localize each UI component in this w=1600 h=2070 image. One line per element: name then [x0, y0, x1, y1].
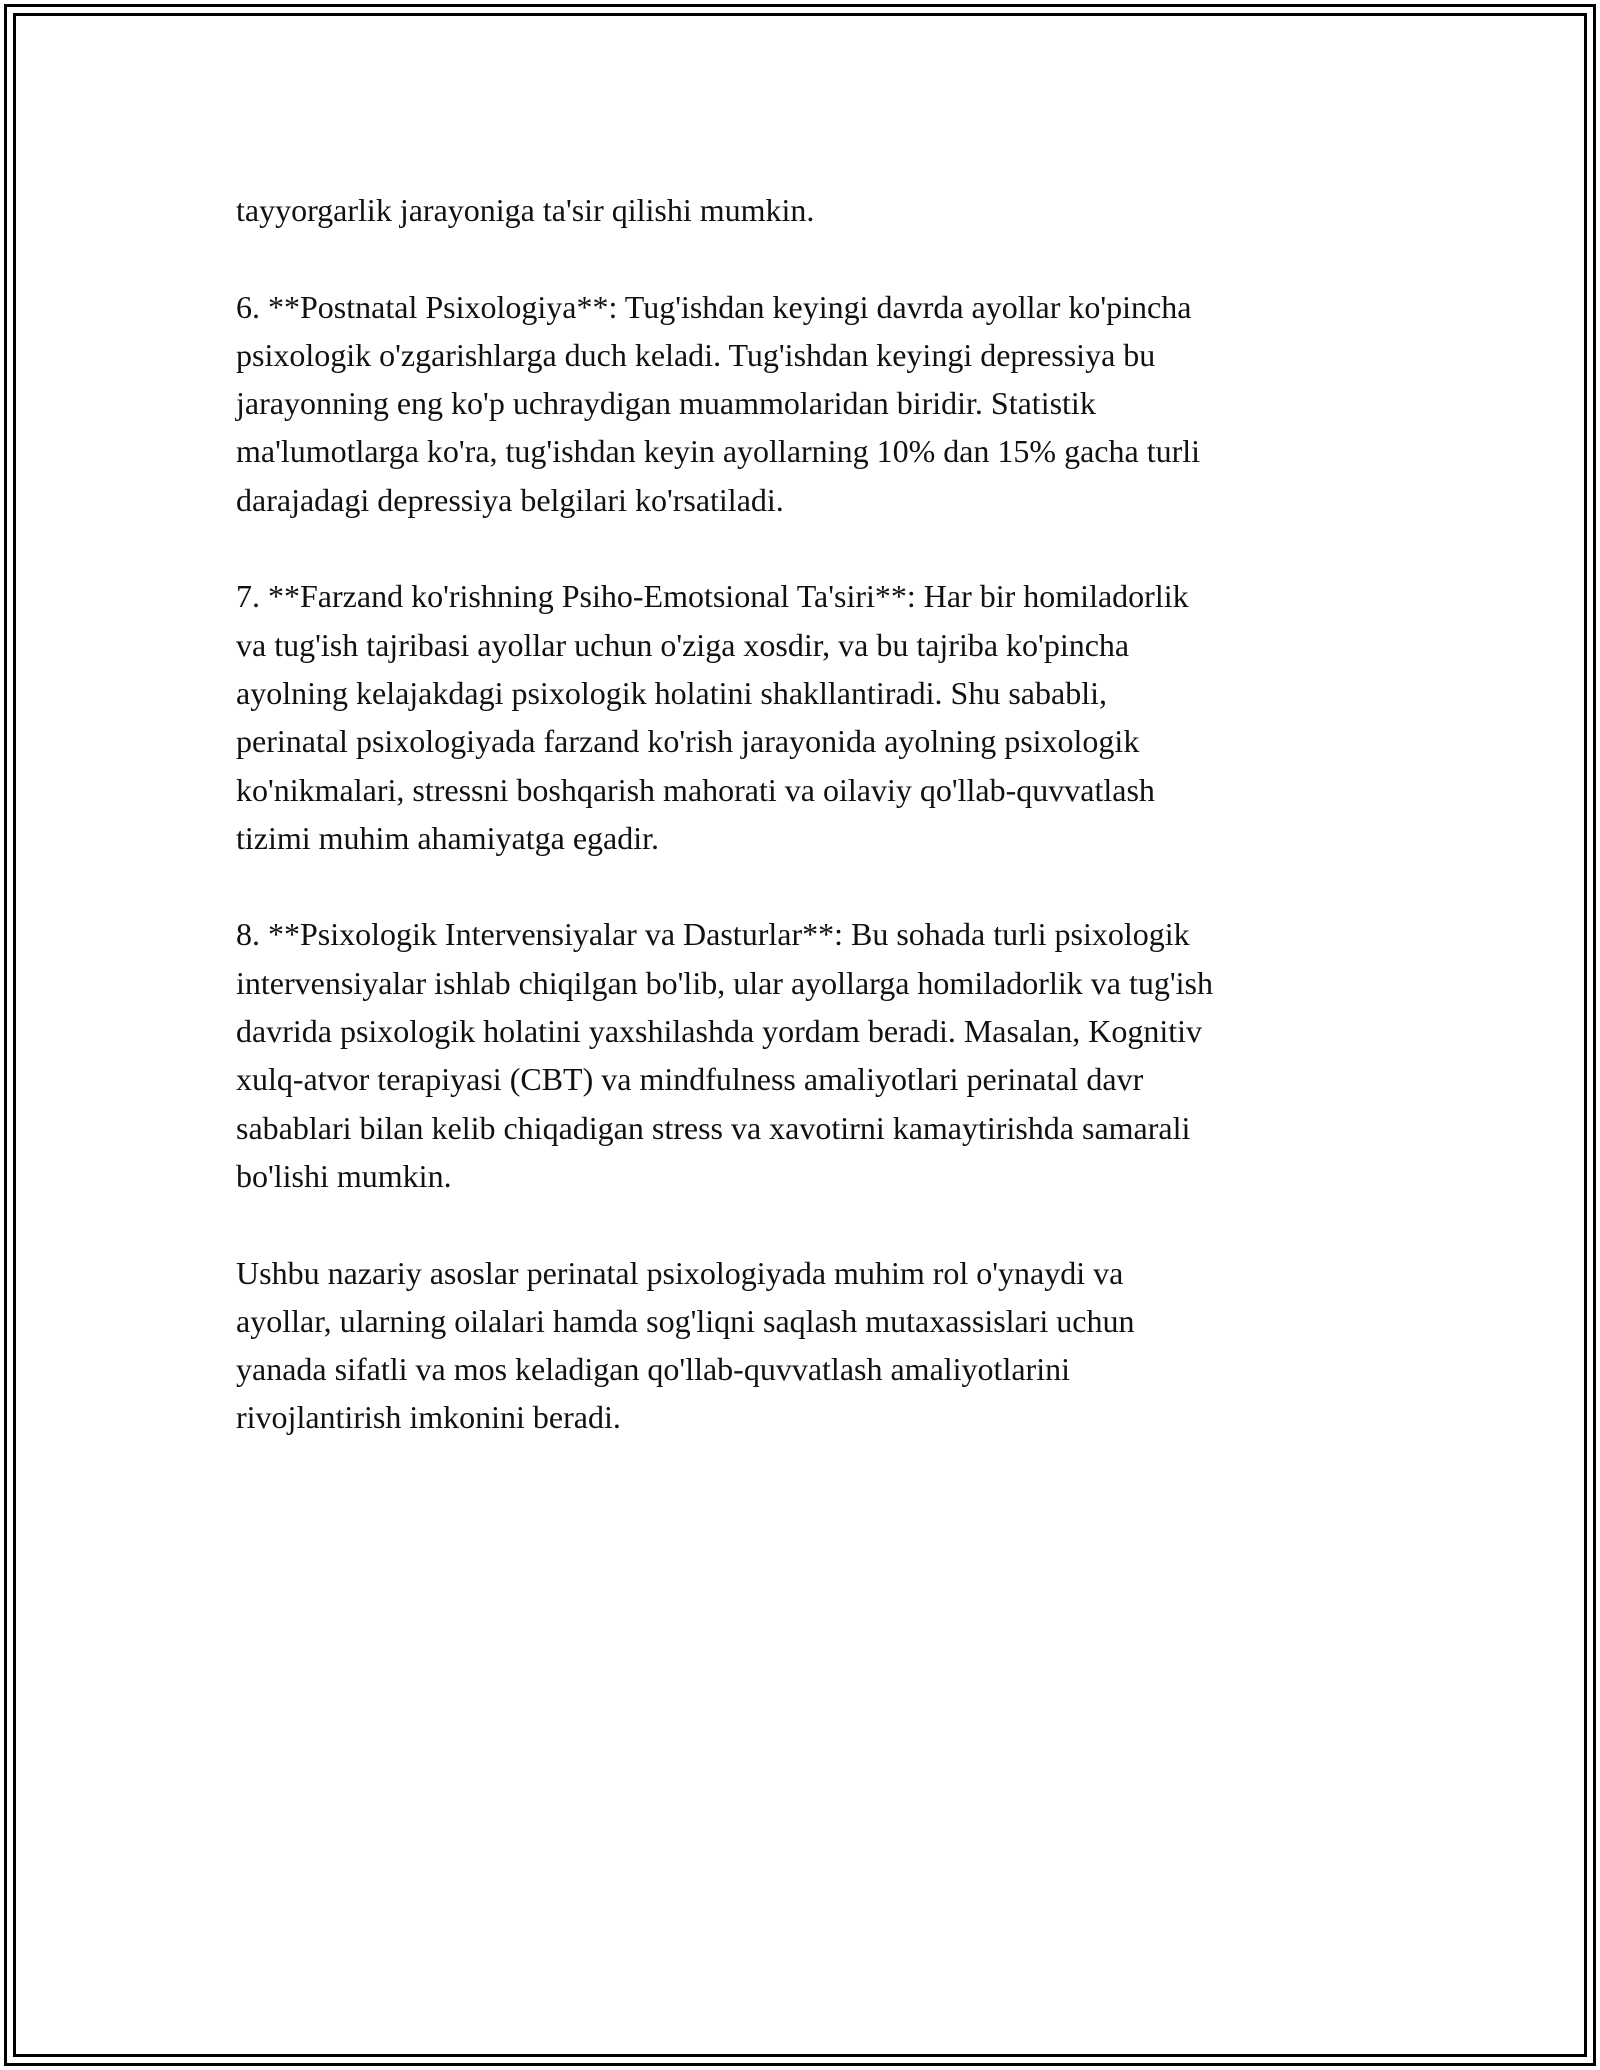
paragraph-postnatal-psychology: 6. **Postnatal Psixologiya**: Tug'ishdan keyingi davrda ayollar ko'pincha psixologik o'zgarishlarga duch keladi. Tug'ishdan keyingi depressiya bu jarayonning eng ko'p uchraydigan muammolaridan biridir. Statistik ma'lumotlarga ko'ra, tug'ishdan keyin ayollarning 10% dan 15% gacha turli darajadagi depressiya belgilari ko'rsatiladi.	[236, 288, 1201, 518]
paragraph-conclusion: Ushbu nazariy asoslar perinatal psixologiyada muhim rol o'ynaydi va ayollar, ularning oilalari hamda sog'liqni saqlash mutaxassislari uchun yanada sifatli va mos keladigan qo'llab-quvvatlash amaliyotlarini rivojlantirish imkonini beradi.	[236, 1254, 1135, 1436]
paragraph-continuation: tayyorgarlik jarayoniga ta'sir qilishi mumkin.	[236, 192, 815, 228]
paragraph-interventions: 8. **Psixologik Intervensiyalar va Dasturlar**: Bu sohada turli psixologik intervensiyalar ishlab chiqilgan bo'lib, ular ayollarga homiladorlik va tug'ish davrida psixologik holatini yaxshilashda yordam beradi. Masalan, Kognitiv xulq-atvor terapiyasi (CBT) va mindfulness amaliyotlari perinatal davr sabablari bilan kelib chiqadigan stress va xavotirni kamaytirishda samarali bo'lishi mumkin.	[236, 916, 1213, 1194]
document-body	[236, 186, 1386, 1490]
paragraph-emotional-impact: 7. **Farzand ko'rishning Psiho-Emotsional Ta'siri**: Har bir homiladorlik va tug'ish tajribasi ayollar uchun o'ziga xosdir, va bu tajriba ko'pincha ayolning kelajakdagi psixologik holatini shakllantiradi. Shu sababli, perinatal psixologiyada farzand ko'rish jarayonida ayolning psixologik ko'nikmalari, stressni boshqarish mahorati va oilaviy qo'llab-quvvatlash tizimi muhim ahamiyatga egadir.	[236, 578, 1189, 856]
